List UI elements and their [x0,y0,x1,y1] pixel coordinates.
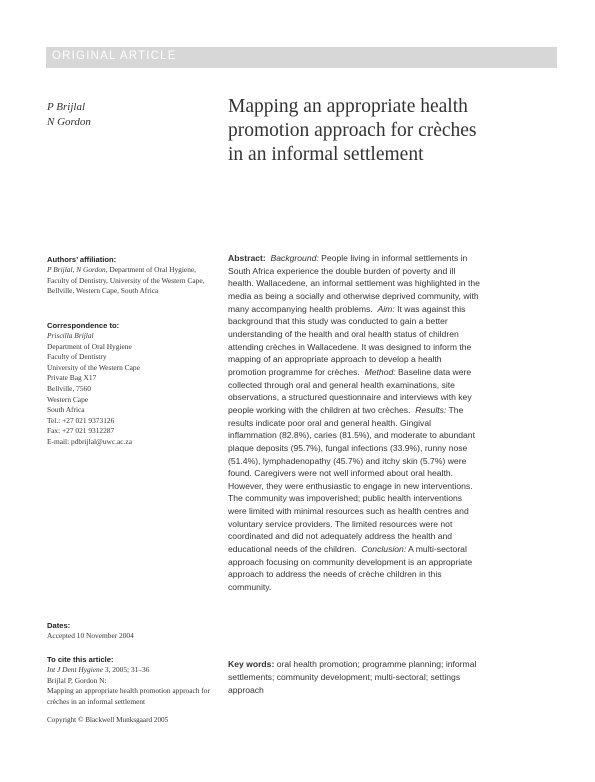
address-line: Faculty of Dentistry [47,352,107,362]
background-text: People living in informal settlements in South Africa experience the double burden of poverty and ill health. Wallacedene, an informal settlement was highlighted in the media as being a socially and otherwise deprived community, with many accompanying health problems. [228,253,480,314]
address-line: Department of Oral Hygiene [47,341,132,351]
address-line: Western Cape [47,394,89,404]
title-line: promotion approach for crèches [228,120,477,141]
address-line: Bellville, 7560 [47,383,91,393]
citation-journal [47,665,217,676]
title-line: in an informal settlement [228,144,424,165]
accepted-date: Accepted 10 November 2004 [47,631,134,640]
keywords-text: oral health promotion; programme planning; informal settlements; community development; multi-sectoral; settings approach [228,659,477,695]
affiliation-names: P Brijlal, N Gordon [47,265,106,274]
keywords [228,658,482,697]
address-line: South Africa [47,405,85,415]
dates-heading: Dates: [47,621,71,630]
citation-authors: Brijlal P, Gordon N: [47,675,107,685]
correspondence-name [47,331,217,342]
background-label: Background: [270,253,319,263]
email-line: E-mail: pdbrijlal@uwc.ac.za [47,436,132,446]
affiliation-text [47,265,217,297]
citation-title: Mapping an appropriate health promotion approach for crèches in an informal settlement [47,686,210,706]
affiliation-heading: Authors’ affiliation: [47,255,117,264]
correspondence-name-text: Priscilla Brijlal [47,331,94,340]
aim-label: Aim: [377,303,395,314]
article-title [228,95,528,167]
address-line: University of the Western Cape [47,362,140,372]
article-type-label: ORIGINAL ARTICLE [52,50,177,62]
article-type-banner [46,47,557,68]
aim-text: It was against this background that this study was conducted to gain a better understanding of the health and oral health status of children attending crèches in Wallacedene. It was designed to inform the mapping of an appropriate approach to develop a health promotion programme for crèches. [228,303,472,377]
correspondence-section [47,320,217,448]
results-text: The results indicate poor oral and general health. Gingival inflammation (82.8%), caries (81.5%), and moderate to abundant plaque deposits (95.7%), fungal infections (33.9%), runny nose (51.4%), lymphadenopathy (45.7%) and itchy skin (5.7%) were found. Caregivers were not well informed about oral health. However, they were enthusiastic to engage in new interventions. The community was impoverished; public health interventions were limited with minimal resources such as health centres and voluntary service providers. The limited resources were not coordinated and did not adequately address the health and educational needs of the children. [228,404,475,555]
keywords-label: Key words: [228,659,275,669]
author-name: N Gordon [47,116,91,128]
copyright-notice: Copyright © Blackwell Munksgaard 2005 [47,716,169,724]
method-label: Method: [364,366,396,377]
abstract [228,252,482,594]
phone-line: Tel.: +27 021 9373126 [47,415,115,425]
affiliation-section [47,254,217,297]
address-line: Private Bag X17 [47,373,97,383]
citation-section [47,654,217,707]
method-text: Baseline data were collected through oral and general health examinations, site observations, a structured questionnaire and interviews with key people working with the children at two crèches. [228,366,472,415]
abstract-label: Abstract: [228,253,266,263]
author-name: P Brijlal [47,101,85,113]
conclusion-label: Conclusion: [361,544,407,555]
citation-heading: To cite this article: [47,655,114,664]
conclusion-text: A multi-sectoral approach focusing on community development is an appropriate approach to address the needs of crèche children in this community. [228,544,473,593]
author-list [47,100,91,130]
journal-details: 3, 2005; 31–36 [103,665,150,674]
title-line: Mapping an appropriate health [228,96,468,117]
correspondence-heading: Correspondence to: [47,321,120,330]
fax-line: Fax: +27 021 9312287 [47,426,115,436]
results-label: Results: [415,404,447,415]
journal-name: Int J Dent Hygiene [47,665,104,674]
affiliation-department: , Department of Oral Hygiene, Faculty of Dentistry, University of the Western Cape, Bellville, Western Cape, South Africa [47,265,205,296]
dates-section [47,620,217,642]
